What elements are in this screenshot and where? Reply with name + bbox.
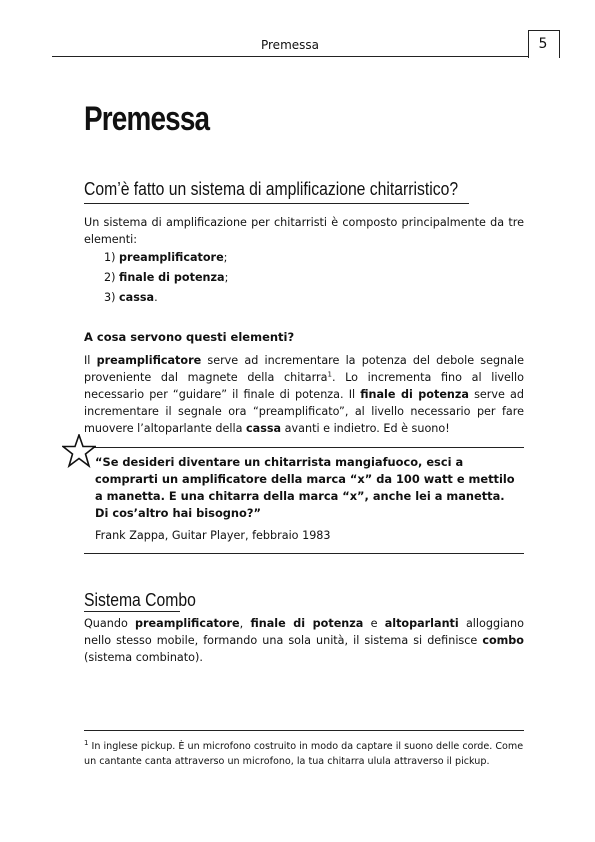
list-term: finale di potenza [119, 271, 225, 284]
explanation-paragraph: Il preamplificatore serve ad incrementare la potenza del debole segnale proveniente dal magnete della chitarra$^1$. Lo incrementa fino al livello necessario per “guidare” il finale di potenza. Il finale di potenza serve ad incrementare il segnale ora “preamplificato”, al livello necessario per fare muovere l’altoparlante della cassa avanti e indietro. Ed è suono! [84, 354, 524, 435]
list-punct: ; [223, 251, 228, 264]
combo-paragraph: Quando preamplificatore, finale di potenza e altoparlanti alloggiano nello stesso mobile, formando una sola unità, il sistema si definisce combo (sistema combinato). [84, 617, 524, 664]
subheading-elements-purpose: A cosa servono questi elementi? [84, 330, 295, 344]
section-heading-underline [84, 611, 180, 612]
list-item [104, 288, 228, 308]
list-number: 3) [104, 291, 116, 304]
footnote-ref: 1 [327, 370, 332, 379]
quote-attribution: Frank Zappa, Guitar Player, febbraio 1983 [95, 529, 331, 542]
list-term: cassa [119, 291, 155, 304]
section-heading-amplification: Com’è fatto un sistema di amplificazione chitarristico? [84, 178, 459, 199]
list-item [104, 268, 228, 288]
list-number: 2) [104, 271, 116, 284]
quote-bottom-rule [84, 553, 524, 554]
page-title: Premessa [84, 100, 210, 138]
quote-top-rule [84, 447, 524, 448]
header-rule [52, 56, 528, 57]
footnote-rule [84, 730, 524, 731]
list-item [104, 248, 228, 268]
intro-paragraph: Un sistema di amplificazione per chitarristi è composto principalmente da tre elementi: [84, 216, 524, 246]
page-number: 5 [538, 36, 548, 52]
section-heading-combo: Sistema Combo [84, 589, 196, 610]
list-number: 1) [104, 251, 116, 264]
list-punct: . [154, 291, 158, 304]
section-heading-underline [84, 203, 469, 204]
list-punct: ; [224, 271, 229, 284]
list-term: preamplificatore [119, 251, 224, 264]
footnote [84, 739, 529, 769]
components-list [104, 248, 228, 308]
footnote-number: 1 [84, 738, 89, 747]
footnote-text: In inglese pickup. È un microfono costruito in modo da captare il suono delle corde. Come un cantante canta attraverso un microfono, la tua chitarra ulula attraverso il pickup. [84, 741, 524, 767]
quote-text: “Se desideri diventare un chitarrista mangiafuoco, esci a comprarti un amplificatore della marca “x” da 100 watt e mettilo a manetta. E una chitarra della marca “x”, anche lei a manetta. Di cos’altro hai bisogno?” [95, 455, 515, 520]
header-title: Premessa [260, 38, 319, 52]
star-icon [62, 434, 96, 468]
